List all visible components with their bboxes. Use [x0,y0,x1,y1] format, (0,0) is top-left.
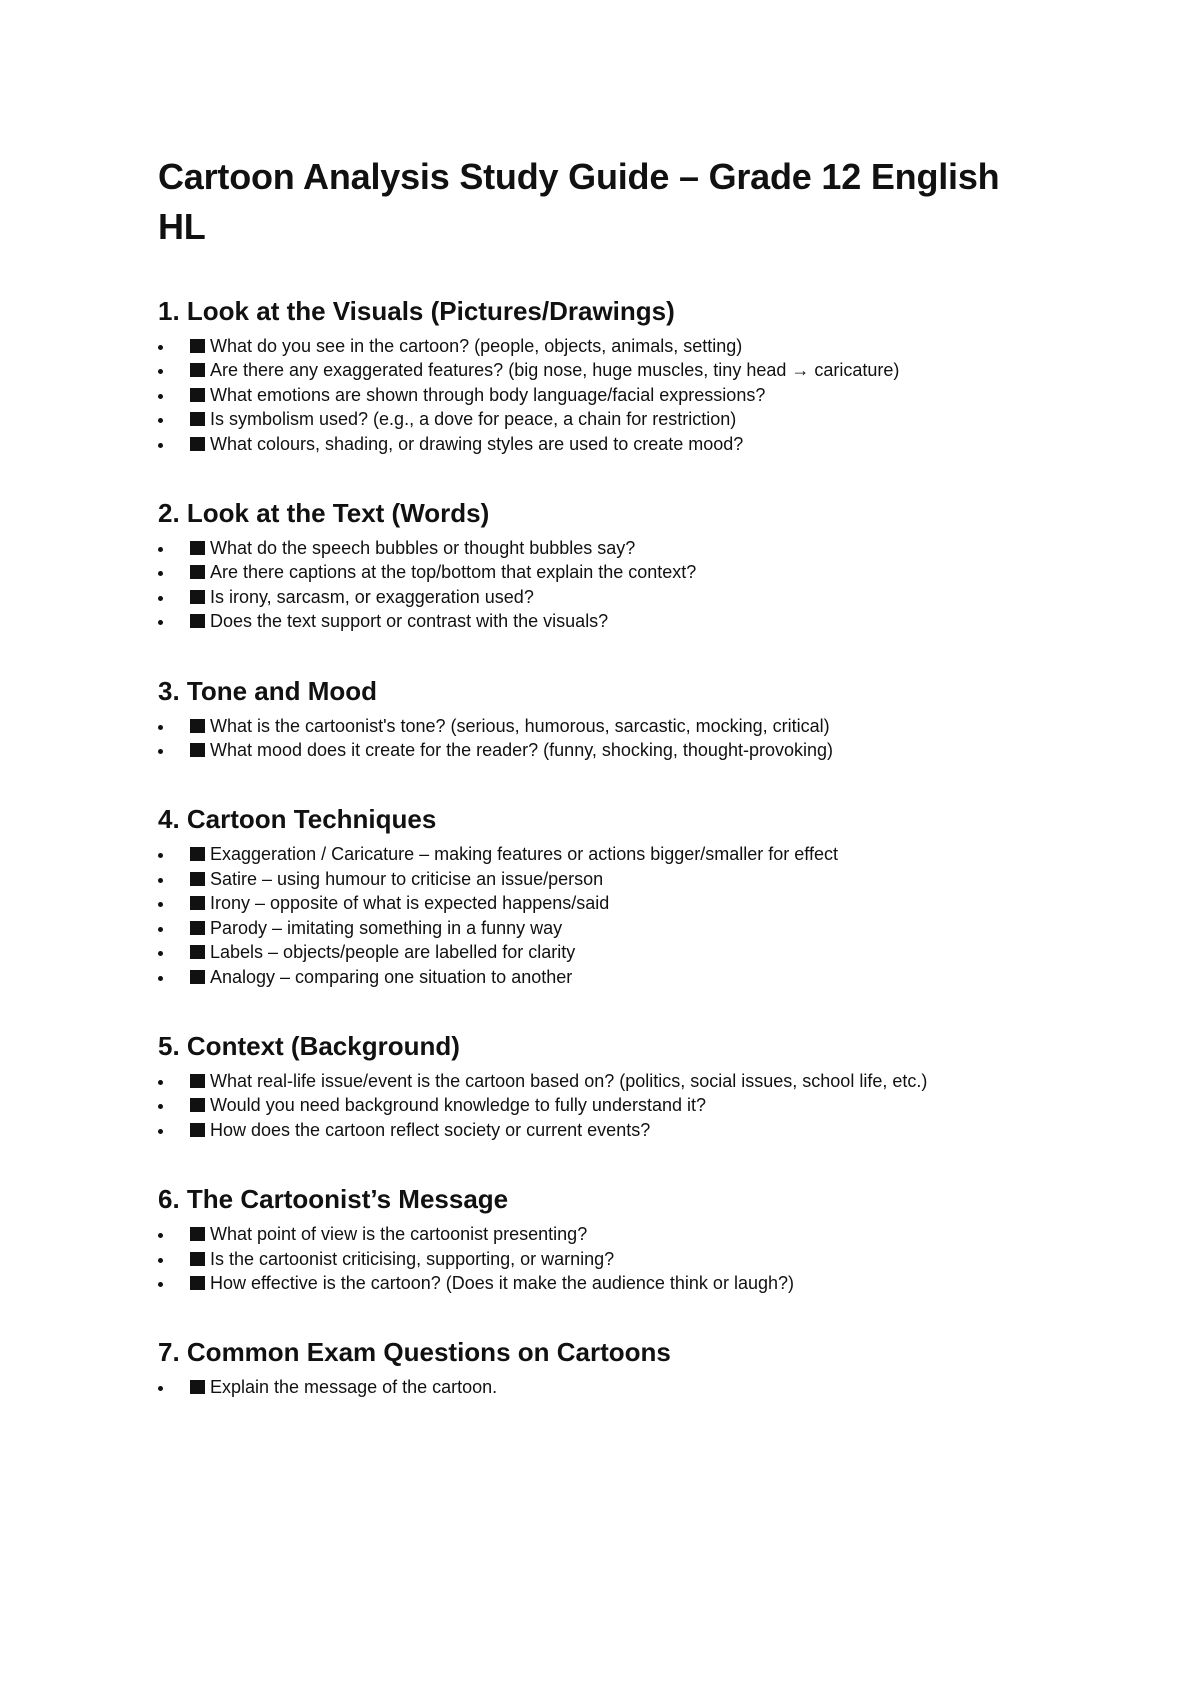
square-icon [190,872,205,886]
bullet-dot-icon [158,443,163,448]
square-icon [190,970,205,984]
section-heading: 7. Common Exam Questions on Cartoons [158,1337,671,1368]
square-icon [190,896,205,910]
list-item [158,334,1038,358]
bullet-dot-icon [158,596,163,601]
list-item-text: Are there any exaggerated features? (big nose, huge muscles, tiny head → caricature) [210,360,900,381]
list-item [158,432,1038,456]
section-heading: 4. Cartoon Techniques [158,804,437,835]
bullet-dot-icon [158,1233,163,1238]
list-item [158,585,1038,609]
square-icon [190,388,205,402]
section-heading: 6. The Cartoonist’s Message [158,1184,509,1215]
square-icon [190,339,205,353]
sections-container [158,296,1038,1400]
square-icon [190,541,205,555]
list-item-text: Exaggeration / Caricature – making features or actions bigger/smaller for effect [210,844,838,865]
section-1 [158,296,1038,456]
list-item [158,609,1038,633]
bullet-dot-icon [158,1386,163,1391]
square-icon [190,719,205,733]
list-item [158,940,1038,964]
list-item [158,1222,1038,1246]
list-item-text: What do you see in the cartoon? (people, objects, animals, setting) [210,336,743,356]
list-item [158,1247,1038,1271]
section-heading: 3. Tone and Mood [158,675,378,706]
list-item-text: What colours, shading, or drawing styles are used to create mood? [210,433,744,454]
bullet-dot-icon [158,394,163,399]
bullet-dot-icon [158,1258,163,1263]
bullet-list [158,714,1038,763]
list-item-text: How does the cartoon reflect society or current events? [210,1119,651,1140]
square-icon [190,847,205,861]
list-item-text: Satire – using humour to criticise an issue/person [210,868,604,889]
bullet-dot-icon [158,853,163,858]
square-icon [190,1227,205,1241]
bullet-dot-icon [158,725,163,730]
bullet-list [158,1069,1038,1142]
list-item [158,1069,1038,1093]
bullet-dot-icon [158,1282,163,1287]
bullet-dot-icon [158,1129,163,1134]
square-icon [190,1123,205,1137]
list-item-text: Irony – opposite of what is expected happens/said [210,893,610,914]
bullet-dot-icon [158,902,163,907]
list-item [158,536,1038,560]
bullet-dot-icon [158,620,163,625]
section-5 [158,1031,1038,1142]
section-4 [158,804,1038,988]
bullet-dot-icon [158,878,163,883]
list-item [158,358,1038,382]
bullet-list [158,334,1038,456]
list-item-text: Explain the message of the cartoon. [210,1377,498,1398]
list-item-text: Labels – objects/people are labelled for clarity [210,942,576,963]
list-item-text: What do the speech bubbles or thought bubbles say? [210,538,636,559]
list-item [158,560,1038,584]
bullet-dot-icon [158,1104,163,1109]
list-item [158,1375,1038,1399]
bullet-dot-icon [158,547,163,552]
list-item-text: What real-life issue/event is the cartoon based on? (politics, social issues, school life, etc.) [210,1070,928,1091]
list-item-text: What point of view is the cartoonist presenting? [210,1224,588,1245]
list-item-text: How effective is the cartoon? (Does it make the audience think or laugh?) [210,1272,794,1293]
bullet-dot-icon [158,1080,163,1085]
bullet-dot-icon [158,571,163,576]
bullet-dot-icon [158,927,163,932]
list-item [158,842,1038,866]
page-title: Cartoon Analysis Study Guide – Grade 12 English HL [158,156,1000,247]
bullet-dot-icon [158,749,163,754]
section-heading: 5. Context (Background) [158,1030,460,1061]
bullet-dot-icon [158,369,163,374]
list-item [158,965,1038,989]
square-icon [190,945,205,959]
bullet-list [158,1375,1038,1399]
bullet-dot-icon [158,418,163,423]
square-icon [190,1074,205,1088]
bullet-list [158,536,1038,634]
section-6 [158,1184,1038,1295]
square-icon [190,412,205,426]
list-item [158,1271,1038,1295]
square-icon [190,1098,205,1112]
bullet-list [158,1222,1038,1295]
square-icon [190,590,205,604]
section-2 [158,498,1038,634]
list-item [158,1093,1038,1117]
list-item [158,714,1038,738]
square-icon [190,614,205,628]
list-item [158,738,1038,762]
list-item-text: What is the cartoonist's tone? (serious, humorous, sarcastic, mocking, critical) [210,715,830,736]
list-item-text: Parody – imitating something in a funny way [210,917,563,938]
list-item-text: Are there captions at the top/bottom that explain the context? [210,562,697,583]
section-3 [158,676,1038,763]
list-item [158,916,1038,940]
list-item-text: Does the text support or contrast with the visuals? [210,611,609,632]
section-heading: 2. Look at the Text (Words) [158,498,490,529]
list-item [158,407,1038,431]
bullet-dot-icon [158,951,163,956]
document-page [158,152,1038,1442]
bullet-dot-icon [158,976,163,981]
list-item-text: Is the cartoonist criticising, supporting, or warning? [210,1248,615,1269]
list-item-text: Would you need background knowledge to fully understand it? [210,1095,707,1116]
list-item [158,867,1038,891]
list-item-text: Is irony, sarcasm, or exaggeration used? [210,586,534,607]
list-item [158,891,1038,915]
bullet-list [158,842,1038,988]
section-heading: 1. Look at the Visuals (Pictures/Drawings) [158,296,675,326]
list-item-text: What mood does it create for the reader? (funny, shocking, thought-provoking) [210,740,834,761]
list-item-text: Is symbolism used? (e.g., a dove for peace, a chain for restriction) [210,409,737,430]
section-7 [158,1337,1038,1399]
square-icon [190,363,205,377]
square-icon [190,921,205,935]
square-icon [190,743,205,757]
square-icon [190,1380,205,1394]
list-item [158,1118,1038,1142]
square-icon [190,1276,205,1290]
square-icon [190,565,205,579]
list-item [158,383,1038,407]
square-icon [190,437,205,451]
square-icon [190,1252,205,1266]
list-item-text: Analogy – comparing one situation to another [210,966,573,987]
list-item-text: What emotions are shown through body language/facial expressions? [210,384,766,405]
bullet-dot-icon [158,345,163,350]
